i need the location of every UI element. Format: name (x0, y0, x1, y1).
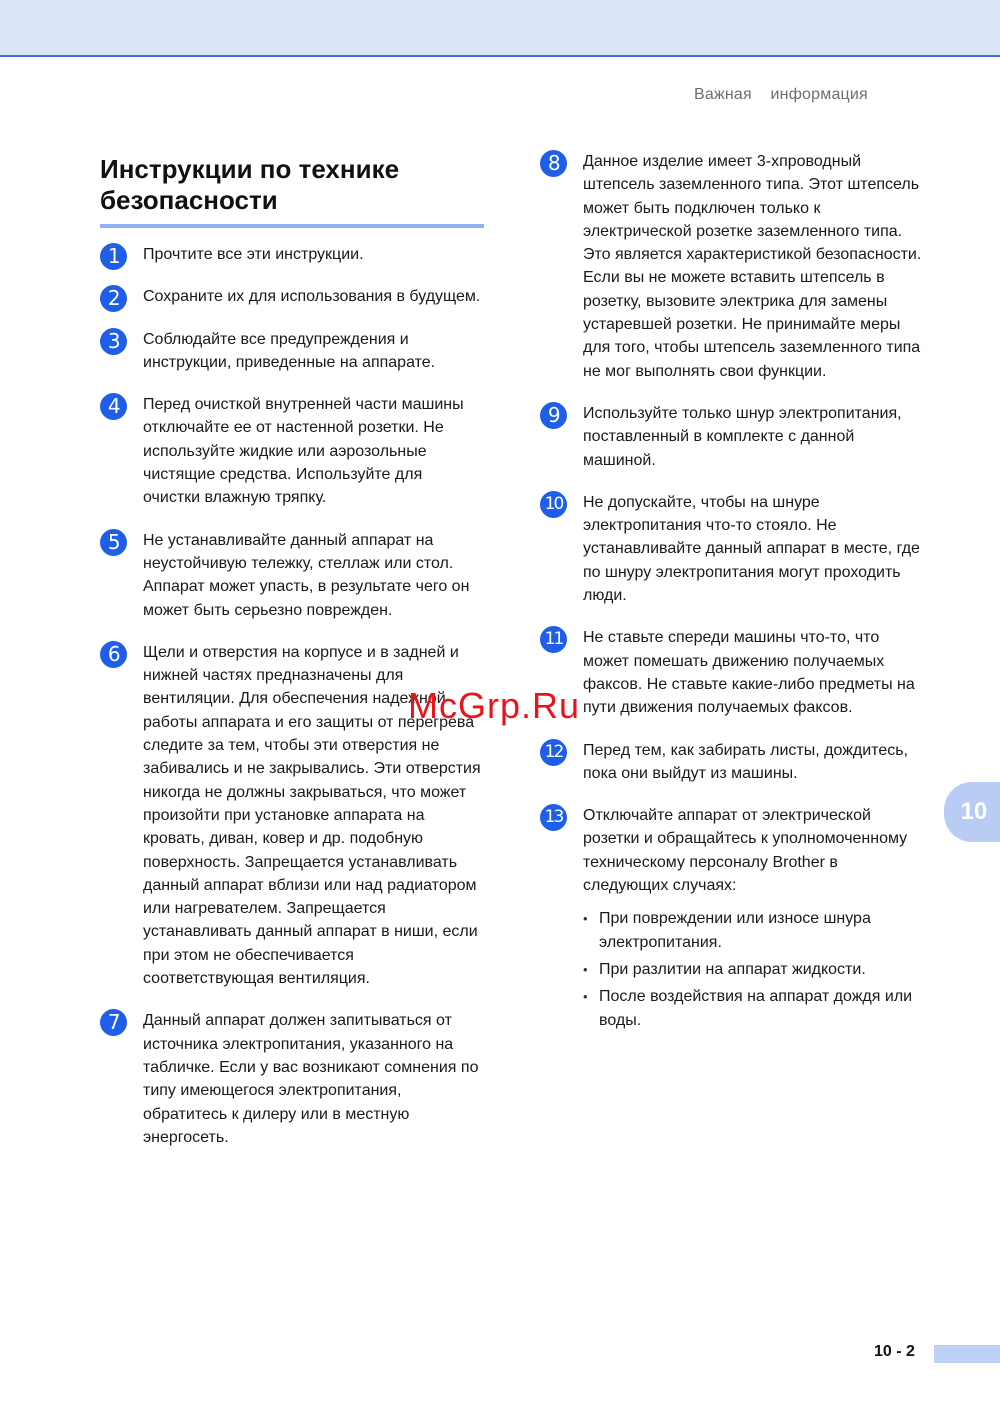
page-number: 10 - 2 (874, 1343, 915, 1360)
bullet-text: При разлитии на аппарат жидкости. (599, 960, 866, 978)
right-column (540, 150, 922, 1051)
left-column (100, 243, 481, 1168)
item-number-badge: 7 (100, 1009, 127, 1036)
instruction-item-1 (100, 243, 440, 266)
instruction-text: Отключайте аппарат от электрической розетки и обращайтесь к уполномоченному техническому персоналу Brother в следующих случаях: (583, 807, 908, 895)
instruction-text: Перед тем, как забирать листы, дождитесь, пока они выйдут из машины. (583, 741, 908, 782)
instruction-item-3 (100, 328, 440, 375)
item-number-badge: 6 (100, 641, 127, 668)
item-number-badge: 4 (100, 393, 127, 420)
instruction-text: Не допускайте, чтобы на шнуре электропитания что-то стояло. Не устанавливайте данный аппарат в месте, где по шнуру электропитания могут проходить люди. (583, 493, 920, 605)
instruction-text: Щели и отверстия на корпусе и в задней и нижней частях предназначены для вентиляции. Для обеспечения надежной работы аппарата и его защиты от перегрева следите за тем, чтобы эти отверстия не забивались и не закрывались. Эти отверстия никогда не должны закрываться, что может произойти при установке аппарата на кровать, диван, ковер и др. подобную поверхность. Запрещается устанавливать данный аппарат вблизи или над радиатором или нагревателем. Запрещается устанавливать данный аппарат в ниши, если при этом не обеспечивается соответствующая вентиляция. (143, 643, 481, 988)
instruction-item-8 (540, 150, 922, 383)
bullet-item (583, 958, 921, 981)
instruction-item-6 (100, 641, 481, 990)
item-number-badge: 12 (540, 739, 567, 766)
bullet-text: При повреждении или износе шнура электропитания. (599, 910, 871, 951)
instruction-text: Данный аппарат должен запитываться от источника электропитания, указанного на табличке. Если у вас возникают сомнения по типу имеющегося электропитания, обратитесь к дилеру или в местную энергосеть. (143, 1012, 479, 1146)
instruction-item-10 (540, 491, 920, 607)
instruction-item-12 (540, 739, 908, 786)
instruction-text: Не ставьте спереди машины что-то, что может помешать движению получаемых факсов. Не ставьте какие-либо предметы на пути движения получаемых факсов. (583, 629, 915, 717)
instruction-item-5 (100, 529, 470, 622)
section-title: Инструкции по технике безопасности (100, 154, 484, 228)
chapter-tab: 10 (944, 782, 1000, 842)
bullet-text: После воздействия на аппарат дождя или воды. (599, 988, 913, 1029)
item-number-badge: 3 (100, 328, 127, 355)
instruction-text: Сохраните их для использования в будущем. (143, 288, 481, 306)
item-number-badge: 1 (100, 243, 127, 270)
instruction-item-11 (540, 626, 915, 719)
bullet-icon: • (583, 961, 588, 977)
instruction-item-7 (100, 1009, 479, 1149)
bullet-item (583, 985, 921, 1032)
bullet-icon: • (583, 989, 588, 1005)
footer-bar (934, 1345, 1000, 1363)
instruction-item-4 (100, 393, 464, 509)
item-number-badge: 13 (540, 804, 567, 831)
instruction-text: Используйте только шнур электропитания, поставленный в комплекте с данной машиной. (583, 404, 902, 469)
instruction-item-2 (100, 285, 481, 311)
bullet-icon: • (583, 911, 588, 927)
instruction-text: Прочтите все эти инструкции. (143, 246, 364, 263)
item-number-badge: 2 (100, 285, 127, 312)
instruction-text: Перед очисткой внутренней части машины отключайте ее от настенной розетки. Не используйте жидкие или аэрозольные чистящие средства. Используйте для очистки влажную тряпку. (143, 396, 464, 507)
item-number-badge: 8 (540, 150, 567, 177)
instruction-item-13 (540, 804, 913, 1032)
header-band (0, 0, 1000, 57)
item-number-badge: 9 (540, 402, 567, 429)
running-header: Важная информация (694, 86, 868, 103)
item-number-badge: 11 (540, 626, 567, 653)
bullet-item (583, 907, 921, 954)
item-number-badge: 10 (540, 491, 567, 518)
item-number-badge: 5 (100, 529, 127, 556)
instruction-text: Соблюдайте все предупреждения и инструкции, приведенные на аппарате. (143, 330, 436, 371)
instruction-item-9 (540, 402, 902, 472)
watermark: McGrp.Ru (408, 685, 581, 726)
instruction-text: Не устанавливайте данный аппарат на неустойчивую тележку, стеллаж или стол. Аппарат может упасть, в результате чего он может быть серьезно поврежден. (143, 531, 470, 619)
instruction-text: Данное изделие имеет 3-хпроводный штепсель заземленного типа. Этот штепсель может быть подключен только к электрической розетке заземленного типа. Это является характеристикой безопасности. Если вы не можете вставить штепсель в розетку, вызовите электрика для замены устаревшей розетки. Не принимайте меры для того, чтобы штепсель заземленного типа не мог выполнять свои функции. (583, 153, 922, 380)
bullet-list (583, 907, 913, 1031)
